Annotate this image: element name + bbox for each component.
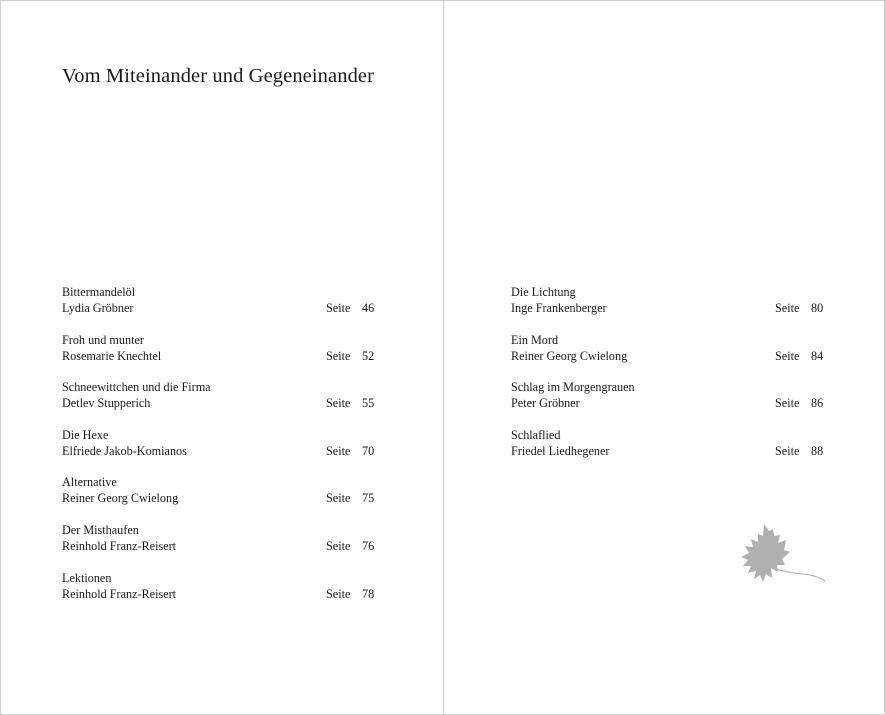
story-author: Peter Gröbner — [511, 396, 580, 411]
page-label: Seite — [326, 586, 351, 601]
story-title: Schlag im Morgengrauen — [511, 380, 635, 395]
story-author: Elfriede Jakob-Komianos — [62, 443, 187, 458]
page-number: 88 — [811, 443, 824, 458]
story-title: Die Lichtung — [511, 285, 576, 299]
page-number: 86 — [811, 396, 824, 411]
page-number: 78 — [362, 586, 375, 601]
page-label: Seite — [775, 348, 800, 363]
page-number: 80 — [811, 301, 824, 315]
story-author: Reiner Georg Cwielong — [62, 491, 179, 506]
story-author: Reiner Georg Cwielong — [511, 348, 628, 363]
story-author: Reinhold Franz-Reisert — [62, 538, 177, 553]
toc-entry — [62, 570, 376, 618]
story-author: Rosemarie Knechtel — [62, 348, 162, 363]
page-number: 70 — [362, 443, 375, 458]
toc-entry — [62, 379, 376, 427]
story-title: Ein Mord — [511, 332, 559, 347]
page-label: Seite — [326, 491, 351, 506]
story-title: Froh und munter — [62, 332, 144, 347]
page-label: Seite — [326, 443, 351, 458]
page-number: 84 — [811, 348, 824, 363]
page-label: Seite — [775, 301, 800, 315]
story-author: Inge Frankenberger — [511, 301, 607, 315]
story-title: Die Hexe — [62, 427, 109, 442]
right-page — [444, 1, 884, 714]
maple-leaf-icon — [714, 521, 834, 606]
table-of-contents-right — [511, 284, 825, 474]
story-author: Detlev Stupperich — [62, 396, 151, 411]
story-title: Der Misthaufen — [62, 522, 139, 537]
story-title: Bittermandelöl — [62, 285, 136, 299]
toc-entry — [62, 332, 376, 380]
page-label: Seite — [775, 396, 800, 411]
toc-entry — [62, 427, 376, 475]
table-of-contents-left — [62, 284, 376, 617]
story-title: Alternative — [62, 475, 117, 490]
page-label: Seite — [326, 348, 351, 363]
toc-entry — [62, 474, 376, 522]
page-label: Seite — [775, 443, 800, 458]
page-label: Seite — [326, 301, 351, 315]
story-author: Friedel Liedhegener — [511, 443, 610, 458]
toc-entry — [62, 284, 376, 332]
toc-entry — [511, 427, 825, 475]
story-author: Lydia Gröbner — [62, 301, 134, 315]
toc-entry — [62, 522, 376, 570]
page-label: Seite — [326, 538, 351, 553]
page-number: 55 — [362, 396, 375, 411]
story-title: Lektionen — [62, 570, 112, 585]
story-title: Schneewittchen und die Firma — [62, 380, 211, 395]
page-number: 52 — [362, 348, 375, 363]
page-number: 46 — [362, 301, 375, 315]
page-label: Seite — [326, 396, 351, 411]
toc-entry — [511, 284, 825, 332]
page-number: 75 — [362, 491, 375, 506]
left-page — [1, 1, 444, 714]
story-author: Reinhold Franz-Reisert — [62, 586, 177, 601]
page-number: 76 — [362, 538, 375, 553]
chapter-title: Vom Miteinander und Gegeneinander — [62, 65, 375, 87]
toc-entry — [511, 332, 825, 380]
toc-entry — [511, 379, 825, 427]
story-title: Schlaflied — [511, 427, 561, 442]
